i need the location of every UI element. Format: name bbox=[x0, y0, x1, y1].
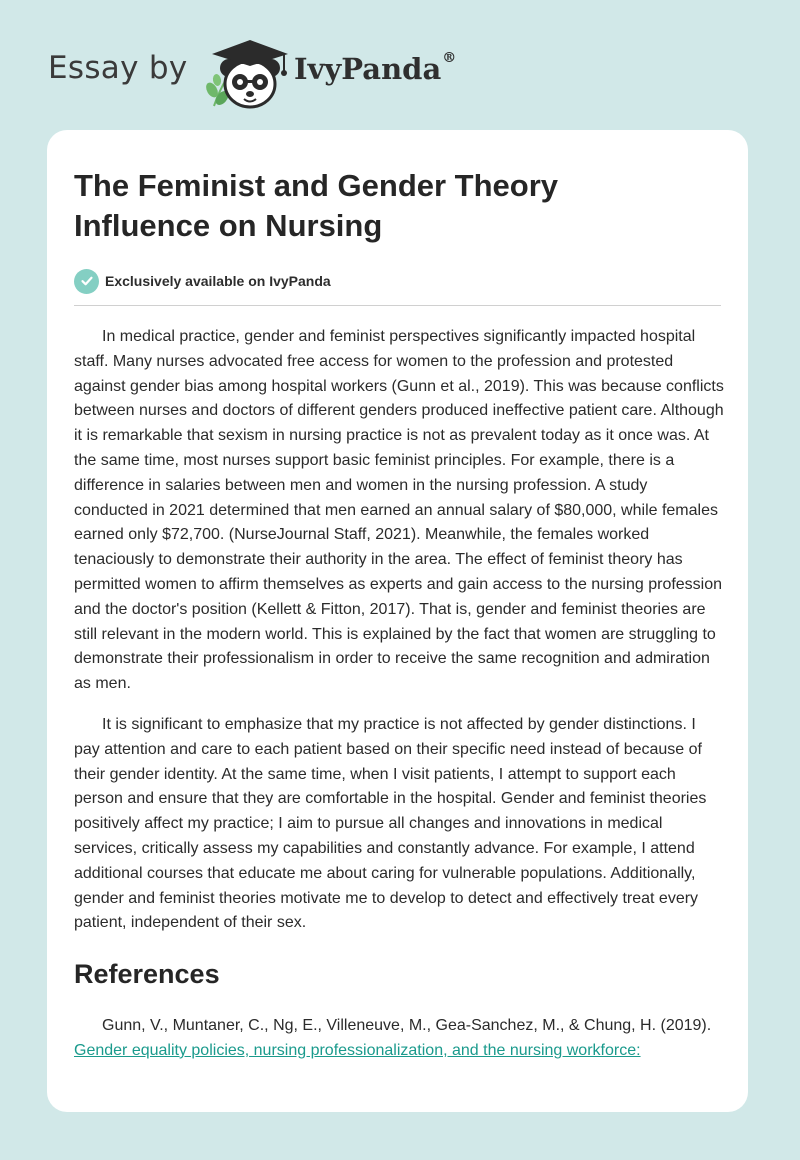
paragraph: In medical practice, gender and feminist perspectives significantly impacted hospital staff. Many nurses advocated free access for women to the profession and protested against gender bias among hospital workers (Gunn et al., 2019). This was because conflicts between nurses and doctors of different genders produced ineffective patient care. Although it is remarkable that sexism in nursing practice is not as prevalent today as it once was. At the same time, most nurses support basic feminist principles. For example, there is a difference in salaries between men and women in the nursing profession. A study conducted in 2021 determined that men earned an annual salary of $80,000, while females earned only $72,700. (NurseJournal Staff, 2021). Meanwhile, the females worked tenaciously to demonstrate their authority in the area. The effect of feminist theory has permitted women to affirm themselves as experts and gain access to the nursing profession and the doctor's position (Kellett & Fitton, 2017). That is, gender and feminist theories are still relevant in the modern world. This is explained by the fact that women are struggling to demonstrate their professionalism in order to receive the same recognition and admiration as men. bbox=[74, 328, 724, 693]
divider bbox=[74, 305, 721, 306]
panda-logo-icon bbox=[200, 32, 292, 110]
exclusive-badge bbox=[74, 268, 721, 294]
reference-item bbox=[74, 1014, 724, 1064]
references-heading: References bbox=[74, 959, 220, 990]
essay-card bbox=[47, 130, 748, 1112]
essay-by-label: Essay by bbox=[48, 50, 188, 86]
essay-title: The Feminist and Gender Theory Influence on Nursing bbox=[74, 168, 559, 243]
reference-link[interactable]: Gender equality policies, nursing professionalization, and the nursing workforce: bbox=[74, 1041, 641, 1059]
paragraph: It is significant to emphasize that my practice is not affected by gender distinctions. I pay attention and care to each patient based on their specific need instead of because of their gender identity. At the same time, when I visit patients, I attempt to support each person and ensure that they are comfortable in the hospital. Gender and feminist theories positively affect my practice; I aim to pursue all changes and innovations in medical services, critically assess my capabilities and constantly advance. For example, I attend additional courses that educate me about caring for vulnerable populations. Additionally, gender and feminist theories motivate me to develop to detect and effectively treat every patient, independent of their sex. bbox=[74, 715, 707, 932]
brand-name[interactable]: IvyPanda® bbox=[294, 50, 457, 86]
reference-text: Gunn, V., Muntaner, C., Ng, E., Villeneuve, M., Gea-Sanchez, M., & Chung, H. (2019). bbox=[102, 1017, 712, 1035]
check-icon bbox=[74, 269, 99, 294]
exclusive-badge-text: Exclusively available on IvyPanda bbox=[105, 273, 331, 289]
site-header bbox=[48, 30, 568, 110]
essay-body bbox=[74, 325, 724, 936]
registered-mark: ® bbox=[442, 50, 457, 66]
